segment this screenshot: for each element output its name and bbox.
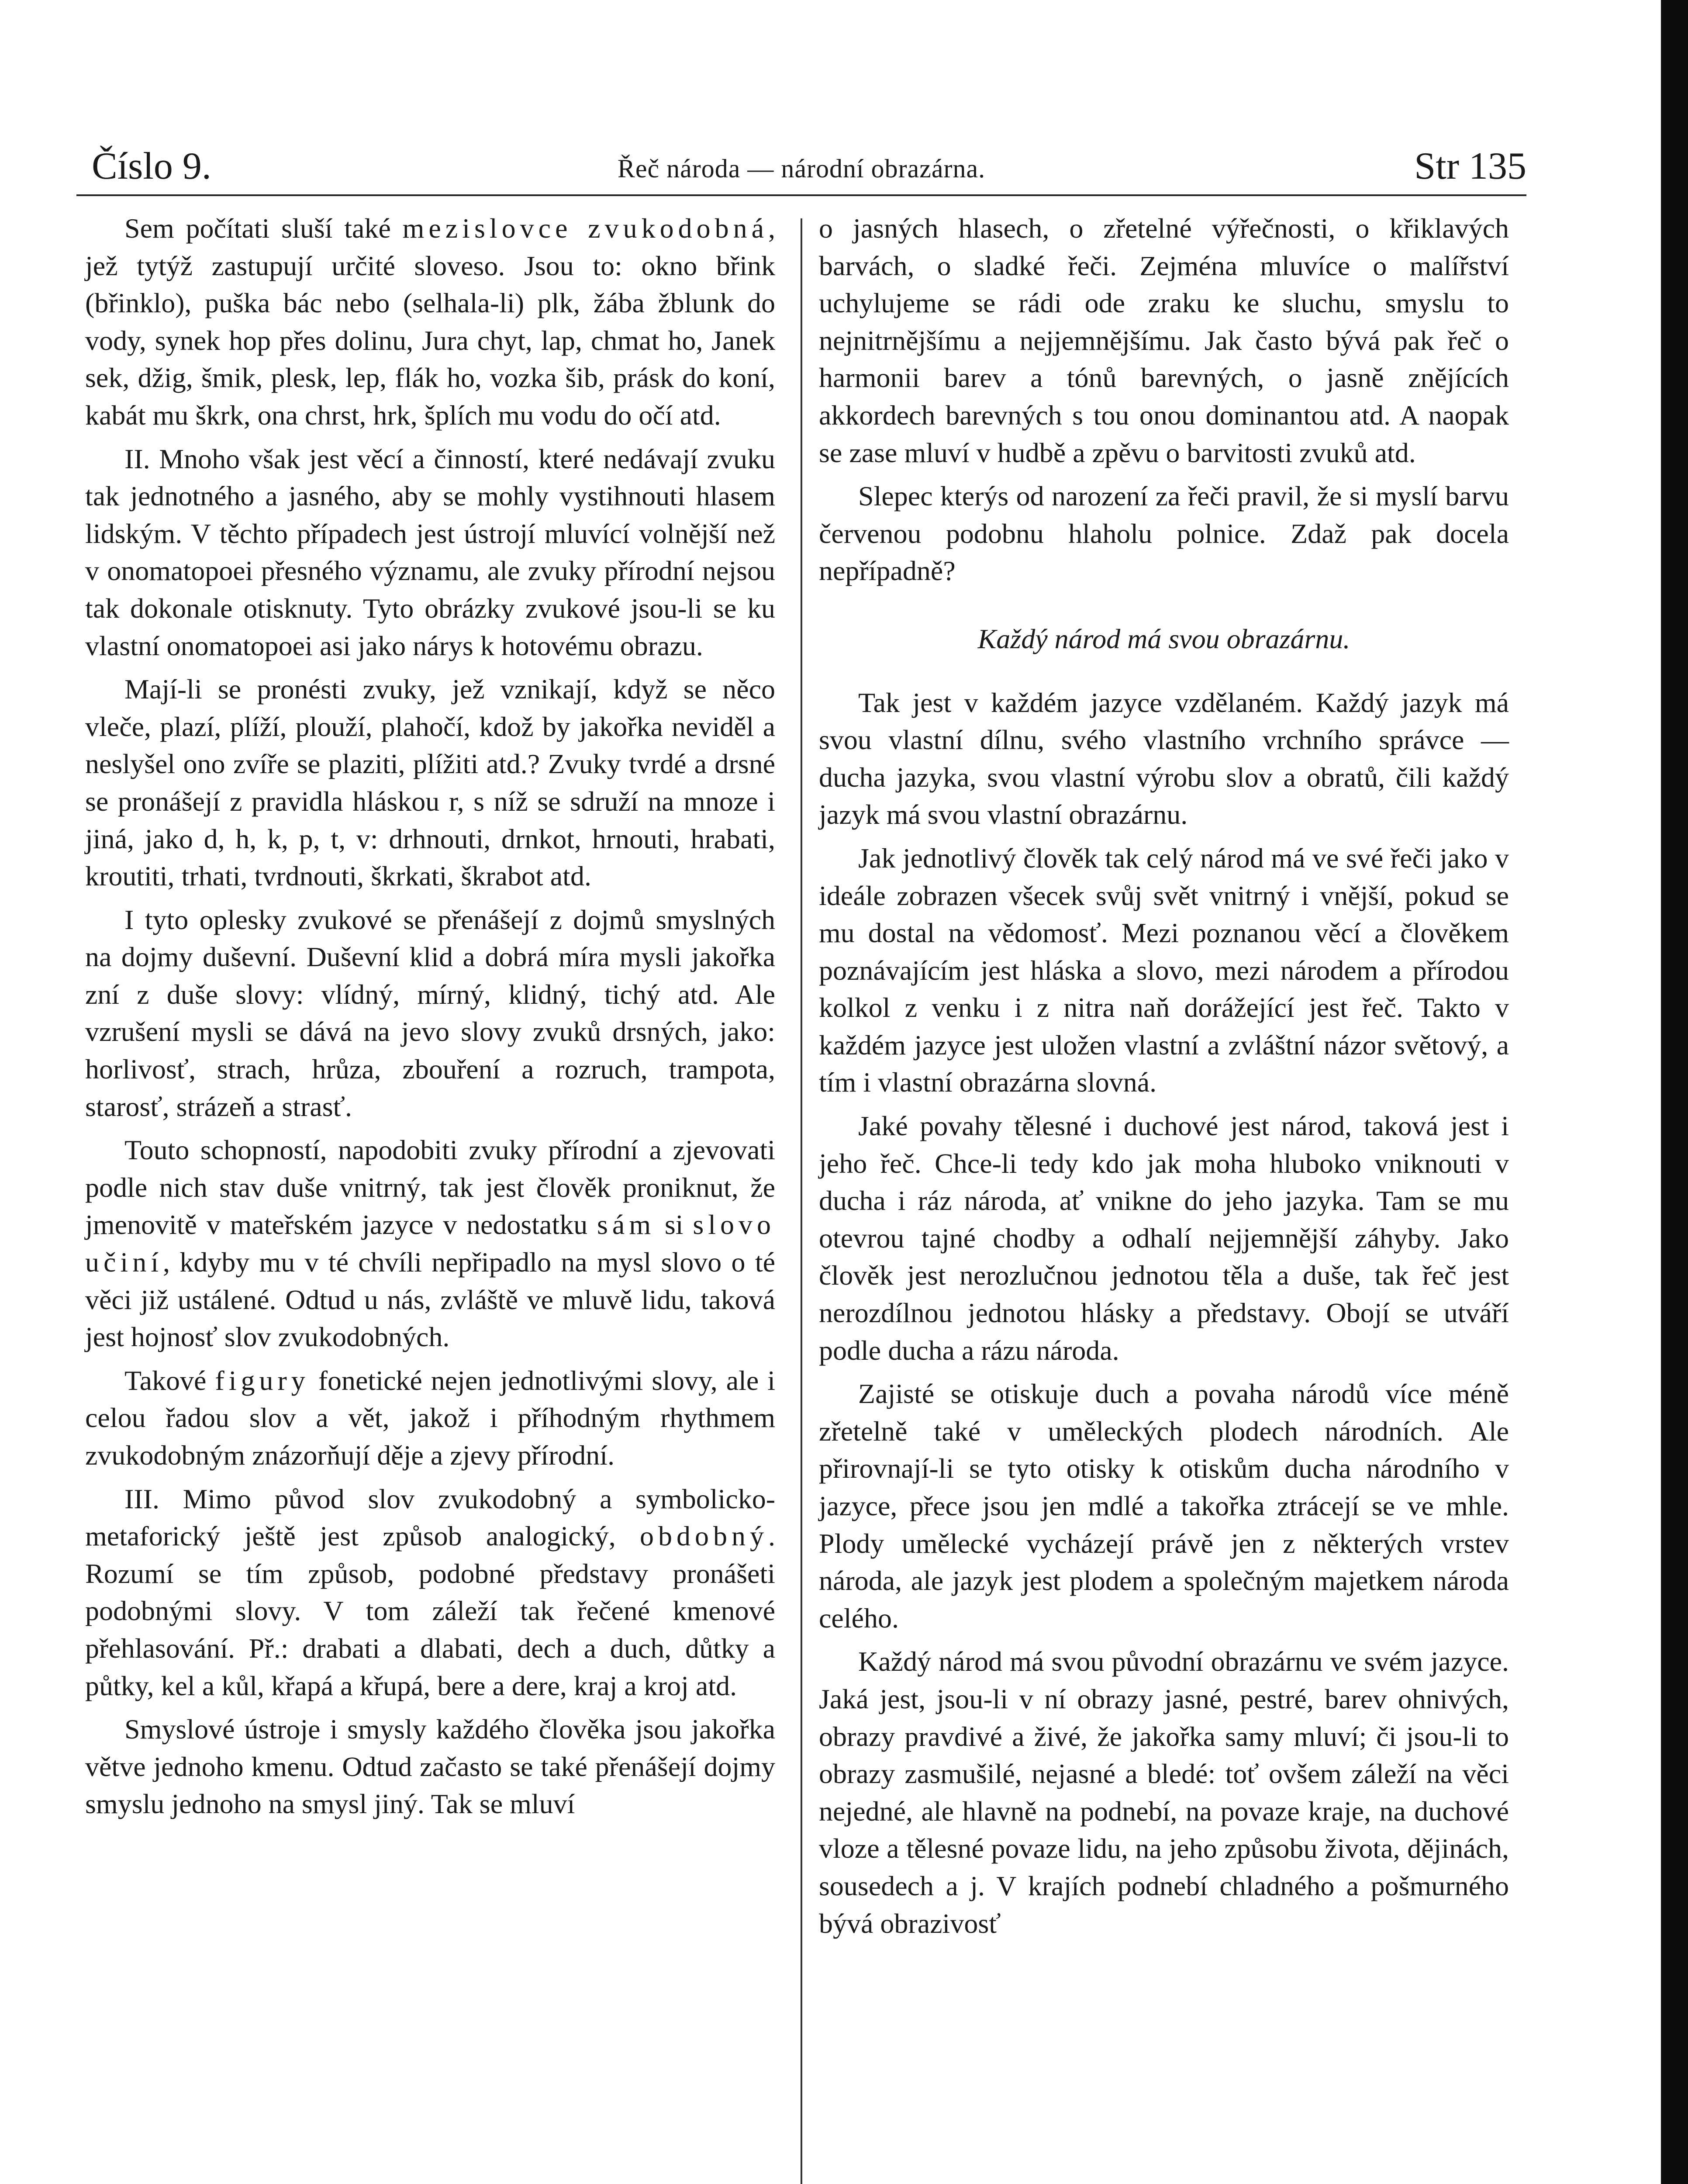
page (76, 109, 1526, 2184)
paragraph: III. Mimo původ slov zvukodobný a symbolicko-metaforický ještě jest způsob analogický, obdobný. Rozumí se tím způsob, podobné představy pronášeti podobnými slovy. V tom záleží tak řečené kmenové přehlasování. Př.: drabati a dlabati, dech a duch, důtky a půtky, kel a kůl, křapá a křupá, bere a dere, kraj a kroj atd. (85, 1483, 775, 1701)
paragraph: o jasných hlasech, o zřetelné výřečnosti, o křiklavých barvách, o sladké řeči. Zejména mluvíce o malířství uchylujeme se rádi ode zraku ke sluchu, smyslu to nejnitrnějšímu a nejjemnějšímu. Jak často bývá pak řeč o harmonii barev a tónů barevných, o jasně znějících akkordech barevných s tou onou dominantou atd. A naopak se zase mluví v hudbě a zpěvu o barvitosti zvuků atd. (819, 213, 1509, 468)
issue-number: Číslo 9. (92, 145, 211, 187)
paragraph: Tak jest v každém jazyce vzdělaném. Každý jazyk má svou vlastní dílnu, svého vlastního vrchního správce — ducha jazyka, svou vlastní výrobu slov a obratů, čili každý jazyk má svou vlastní obrazárnu. (819, 687, 1509, 830)
running-title: Řeč národa — národní obrazárna. (617, 154, 986, 183)
header-rule (76, 194, 1526, 196)
paragraph: Sem počítati sluší také mezislovce zvukodobná, jež tytýž zastupují určité sloveso. Jsou to: okno břink (břinklo), puška bác nebo (selhala-li) plk, žába žblunk do vody, synek hop přes dolinu, Jura chyt, lap, chmat ho, Janek sek, džig, šmik, plesk, lep, flák ho, vozka šib, prásk do koní, kabát mu škrk, ona chrst, hrk, šplích mu vodu do očí atd. (85, 213, 776, 431)
page-number: Str 135 (1414, 145, 1526, 187)
paragraph: II. Mnoho však jest věcí a činností, které nedávají zvuku tak jednotného a jasného, aby se mohly vystihnouti hlasem lidským. V těchto případech jest ústrojí mluvící volnější než v onomatopoei přesného významu, ale zvuky přírodní nejsou tak dokonale otisknuty. Tyto obrázky zvukové jsou-li se ku vlastní onomatopoei asi jako nárys k hotovému obrazu. (85, 443, 775, 661)
paragraph: I tyto oplesky zvukové se přenášejí z dojmů smyslných na dojmy duševní. Duševní klid a dobrá míra mysli jakořka zní z duše slovy: vlídný, mírný, klidný, tichý atd. Ale vzrušení mysli se dává na jevo slovy zvuků drsných, jako: horlivosť, strach, hrůza, zbouření a rozruch, trampota, starosť, strázeň a strasť. (85, 904, 775, 1122)
paragraph: Mají-li se pronésti zvuky, jež vznikají, když se něco vleče, plazí, plíží, plouží, plahočí, kdož by jakořka neviděl a neslyšel ono zvíře se plaziti, plížiti atd.? Zvuky tvrdé a drsné se pronášejí z pravidla hláskou r, s níž se sdruží na mnoze i jiná, jako d, h, k, p, t, v: drhnouti, drnkot, hrnouti, hrabati, kroutiti, trhati, tvrdnouti, škrkati, škrabot atd. (85, 674, 775, 892)
paragraph: Jaké povahy tělesné i duchové jest národ, taková jest i jeho řeč. Chce-li tedy kdo jak moha hluboko vniknouti v ducha i ráz národa, ať vnikne do jeho jazyka. Tam se mu otevrou tajné chodby a odhalí nejjemnější záhyby. Jako člověk jest nerozlučnou jednotou těla a duše, tak řeč jest nerozdílnou jednotou hlásky a představy. Obojí se utváří podle ducha a rázu národa. (819, 1110, 1509, 1366)
paragraph: Zajisté se otiskuje duch a povaha národů více méně zřetelně také v uměleckých plodech národních. Ale přirovnají-li se tyto otisky k otiskům ducha národního v jazyce, přece jsou jen mdlé a takořka ztrácejí se ve mhle. Plody umělecké vycházejí právě jen z některých vrstev národa, ale jazyk jest plodem a společným majetkem národa celého. (819, 1378, 1509, 1634)
running-header (76, 144, 1526, 192)
paragraph: Každý národ má svou původní obrazárnu ve svém jazyce. Jaká jest, jsou-li v ní obrazy jasné, pestré, barev ohnivých, obrazy pravdivé a živé, že jakořka samy mluví; či jsou-li to obrazy zasmušilé, nejasné a bledé: toť ovšem záleží na věci nejedné, ale hlavně na podnebí, na povaze kraje, na duchové vloze a tělesné povaze lidu, na jeho způsobu života, dějinách, sousedech a j. V krajích podnebí chladného a pošmurného bývá obrazivosť (819, 1646, 1509, 1939)
scan-border-right (1661, 0, 1688, 2184)
right-column (819, 210, 1509, 1948)
column-divider (801, 218, 802, 2184)
section-heading: Každý národ má svou obrazárnu. (977, 623, 1350, 654)
paragraph: Smyslové ústroje i smysly každého člověka jsou jakořka větve jednoho kmenu. Odtud začasto se také přenášejí dojmy smyslu jednoho na smysl jiný. Tak se mluví (85, 1714, 775, 1820)
paragraph: Takové figury fonetické nejen jednotlivými slovy, ale i celou řadou slov a vět, jakož i příhodným rhythmem zvukodobným znázorňují děje a zjevy přírodní. (85, 1365, 776, 1471)
paragraph: Touto schopností, napodobiti zvuky přírodní a zjevovati podle nich stav duše vnitrný, tak jest člověk proniknut, že jmenovitě v mateřském jazyce v nedostatku sám si slovo učiní, kdyby mu v té chvíli nepřipadlo na mysl slovo o té věci již ustálené. Odtud u nás, zvláště ve mluvě lidu, taková jest hojnosť slov zvukodobných. (85, 1134, 775, 1353)
left-column (85, 210, 775, 1829)
paragraph: Jak jednotlivý člověk tak celý národ má ve své řeči jako v ideále zobrazen všecek svůj svět vnitrný i vnější, pokud se mu dostal na vědomosť. Mezi poznanou věcí a člověkem poznávajícím jest hláska a slovo, mezi národem a přírodou kolkol z venku i z nitra naň dorážející jest řeč. Takto v každém jazyce jest uložen vlastní a zvláštní názor světový, a tím i vlastní obrazárna slovná. (819, 842, 1509, 1098)
paragraph: Slepec kterýs od narození za řeči pravil, že si myslí barvu červenou podobnu hlaholu polnice. Zdaž pak docela nepřípadně? (819, 480, 1509, 587)
